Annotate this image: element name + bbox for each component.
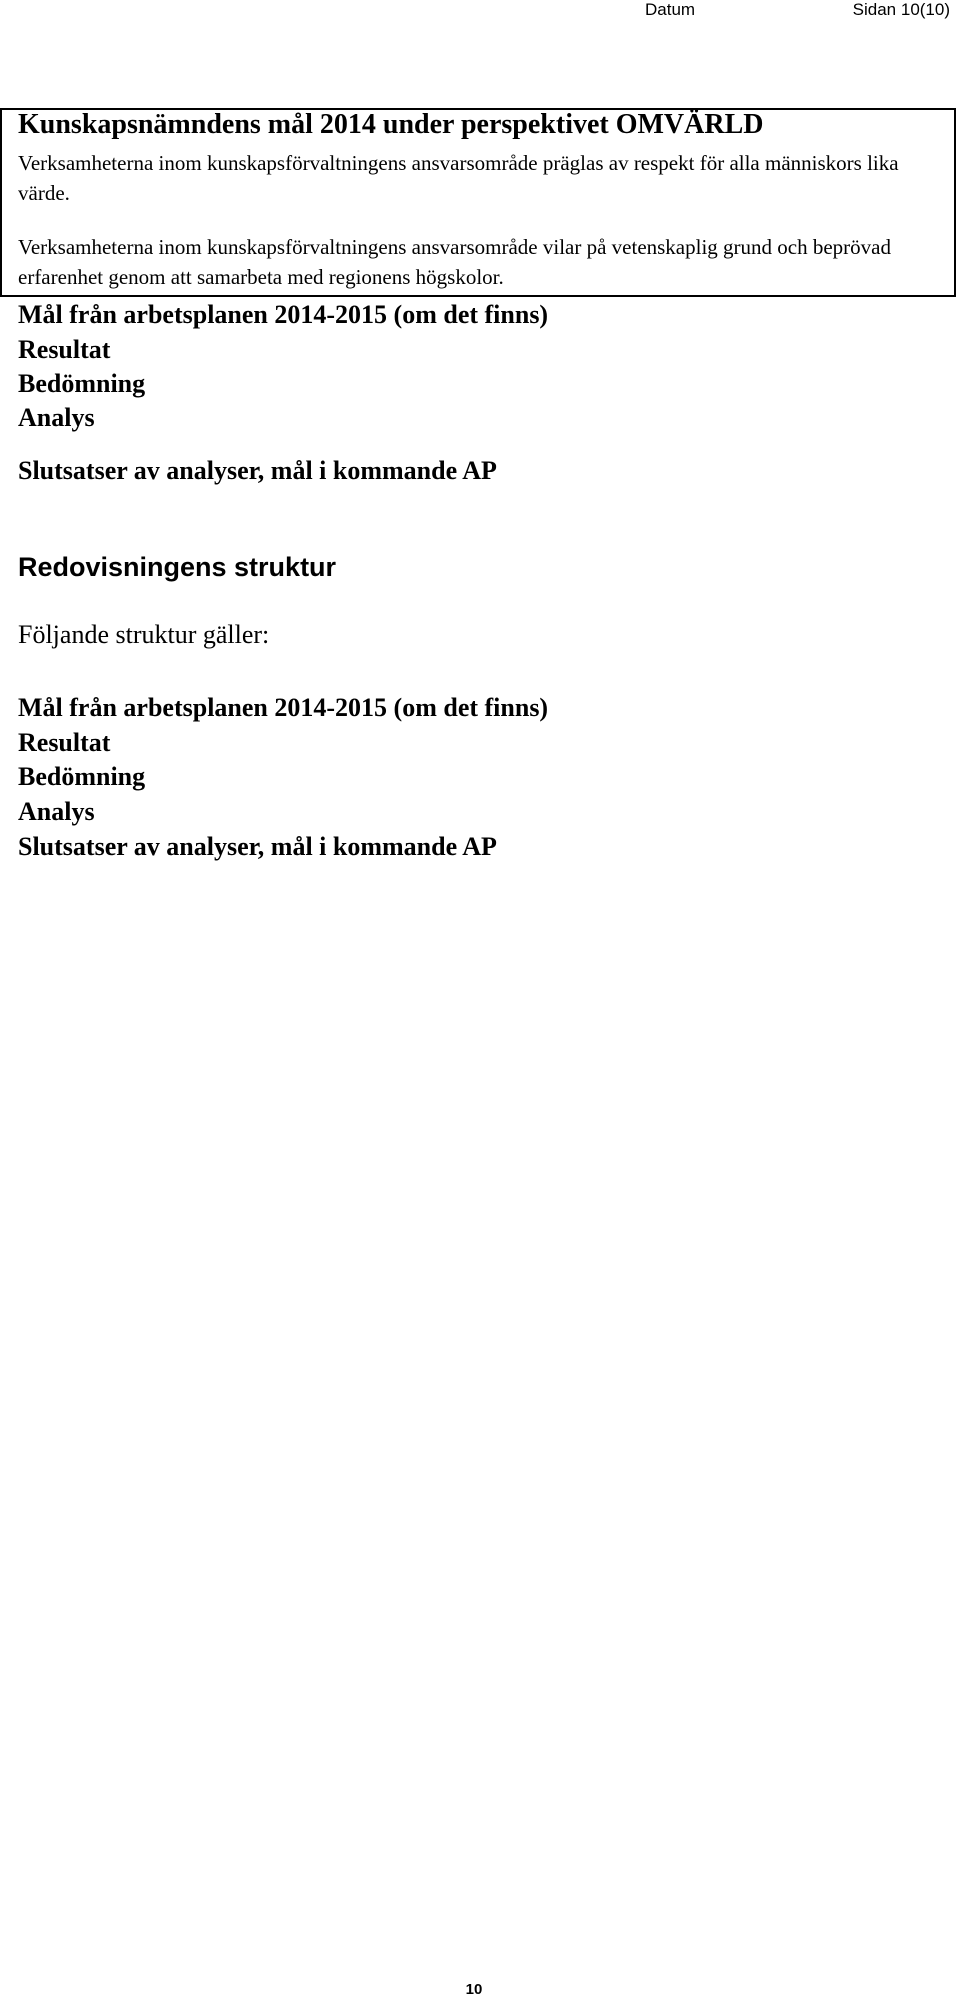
goal-box-paragraph-1: Verksamheterna inom kunskapsförvaltningens ansvarsområde präglas av respekt för alla människors lika värde. <box>18 151 899 205</box>
structure-goal: Mål från arbetsplanen 2014-2015 (om det finns) <box>18 693 549 722</box>
section1-analysis: Analys <box>18 403 95 432</box>
structure-heading: Redovisningens struktur <box>18 552 337 582</box>
structure-conclusions: Slutsatser av analyser, mål i kommande AP <box>18 832 497 861</box>
structure-analysis: Analys <box>18 797 95 826</box>
goal-box-paragraph-2: Verksamheterna inom kunskapsförvaltningens ansvarsområde vilar på vetenskaplig grund och beprövad erfarenhet genom att samarbeta med regionens högskolor. <box>18 235 891 289</box>
goal-box-title: Kunskapsnämndens mål 2014 under perspektivet OMVÄRLD <box>18 109 764 140</box>
section1-goal: Mål från arbetsplanen 2014-2015 (om det finns) <box>18 300 549 329</box>
section1-result: Resultat <box>18 335 111 364</box>
section1-conclusions: Slutsatser av analyser, mål i kommande AP <box>18 456 497 485</box>
header-page-number: Sidan 10(10) <box>852 0 950 19</box>
structure-assessment: Bedömning <box>18 762 146 791</box>
structure-result: Resultat <box>18 728 111 757</box>
header-date-label: Datum <box>645 0 696 19</box>
section1-assessment: Bedömning <box>18 369 146 398</box>
footer-page-number: 10 <box>465 1981 483 1998</box>
structure-intro: Följande struktur gäller: <box>18 620 270 649</box>
